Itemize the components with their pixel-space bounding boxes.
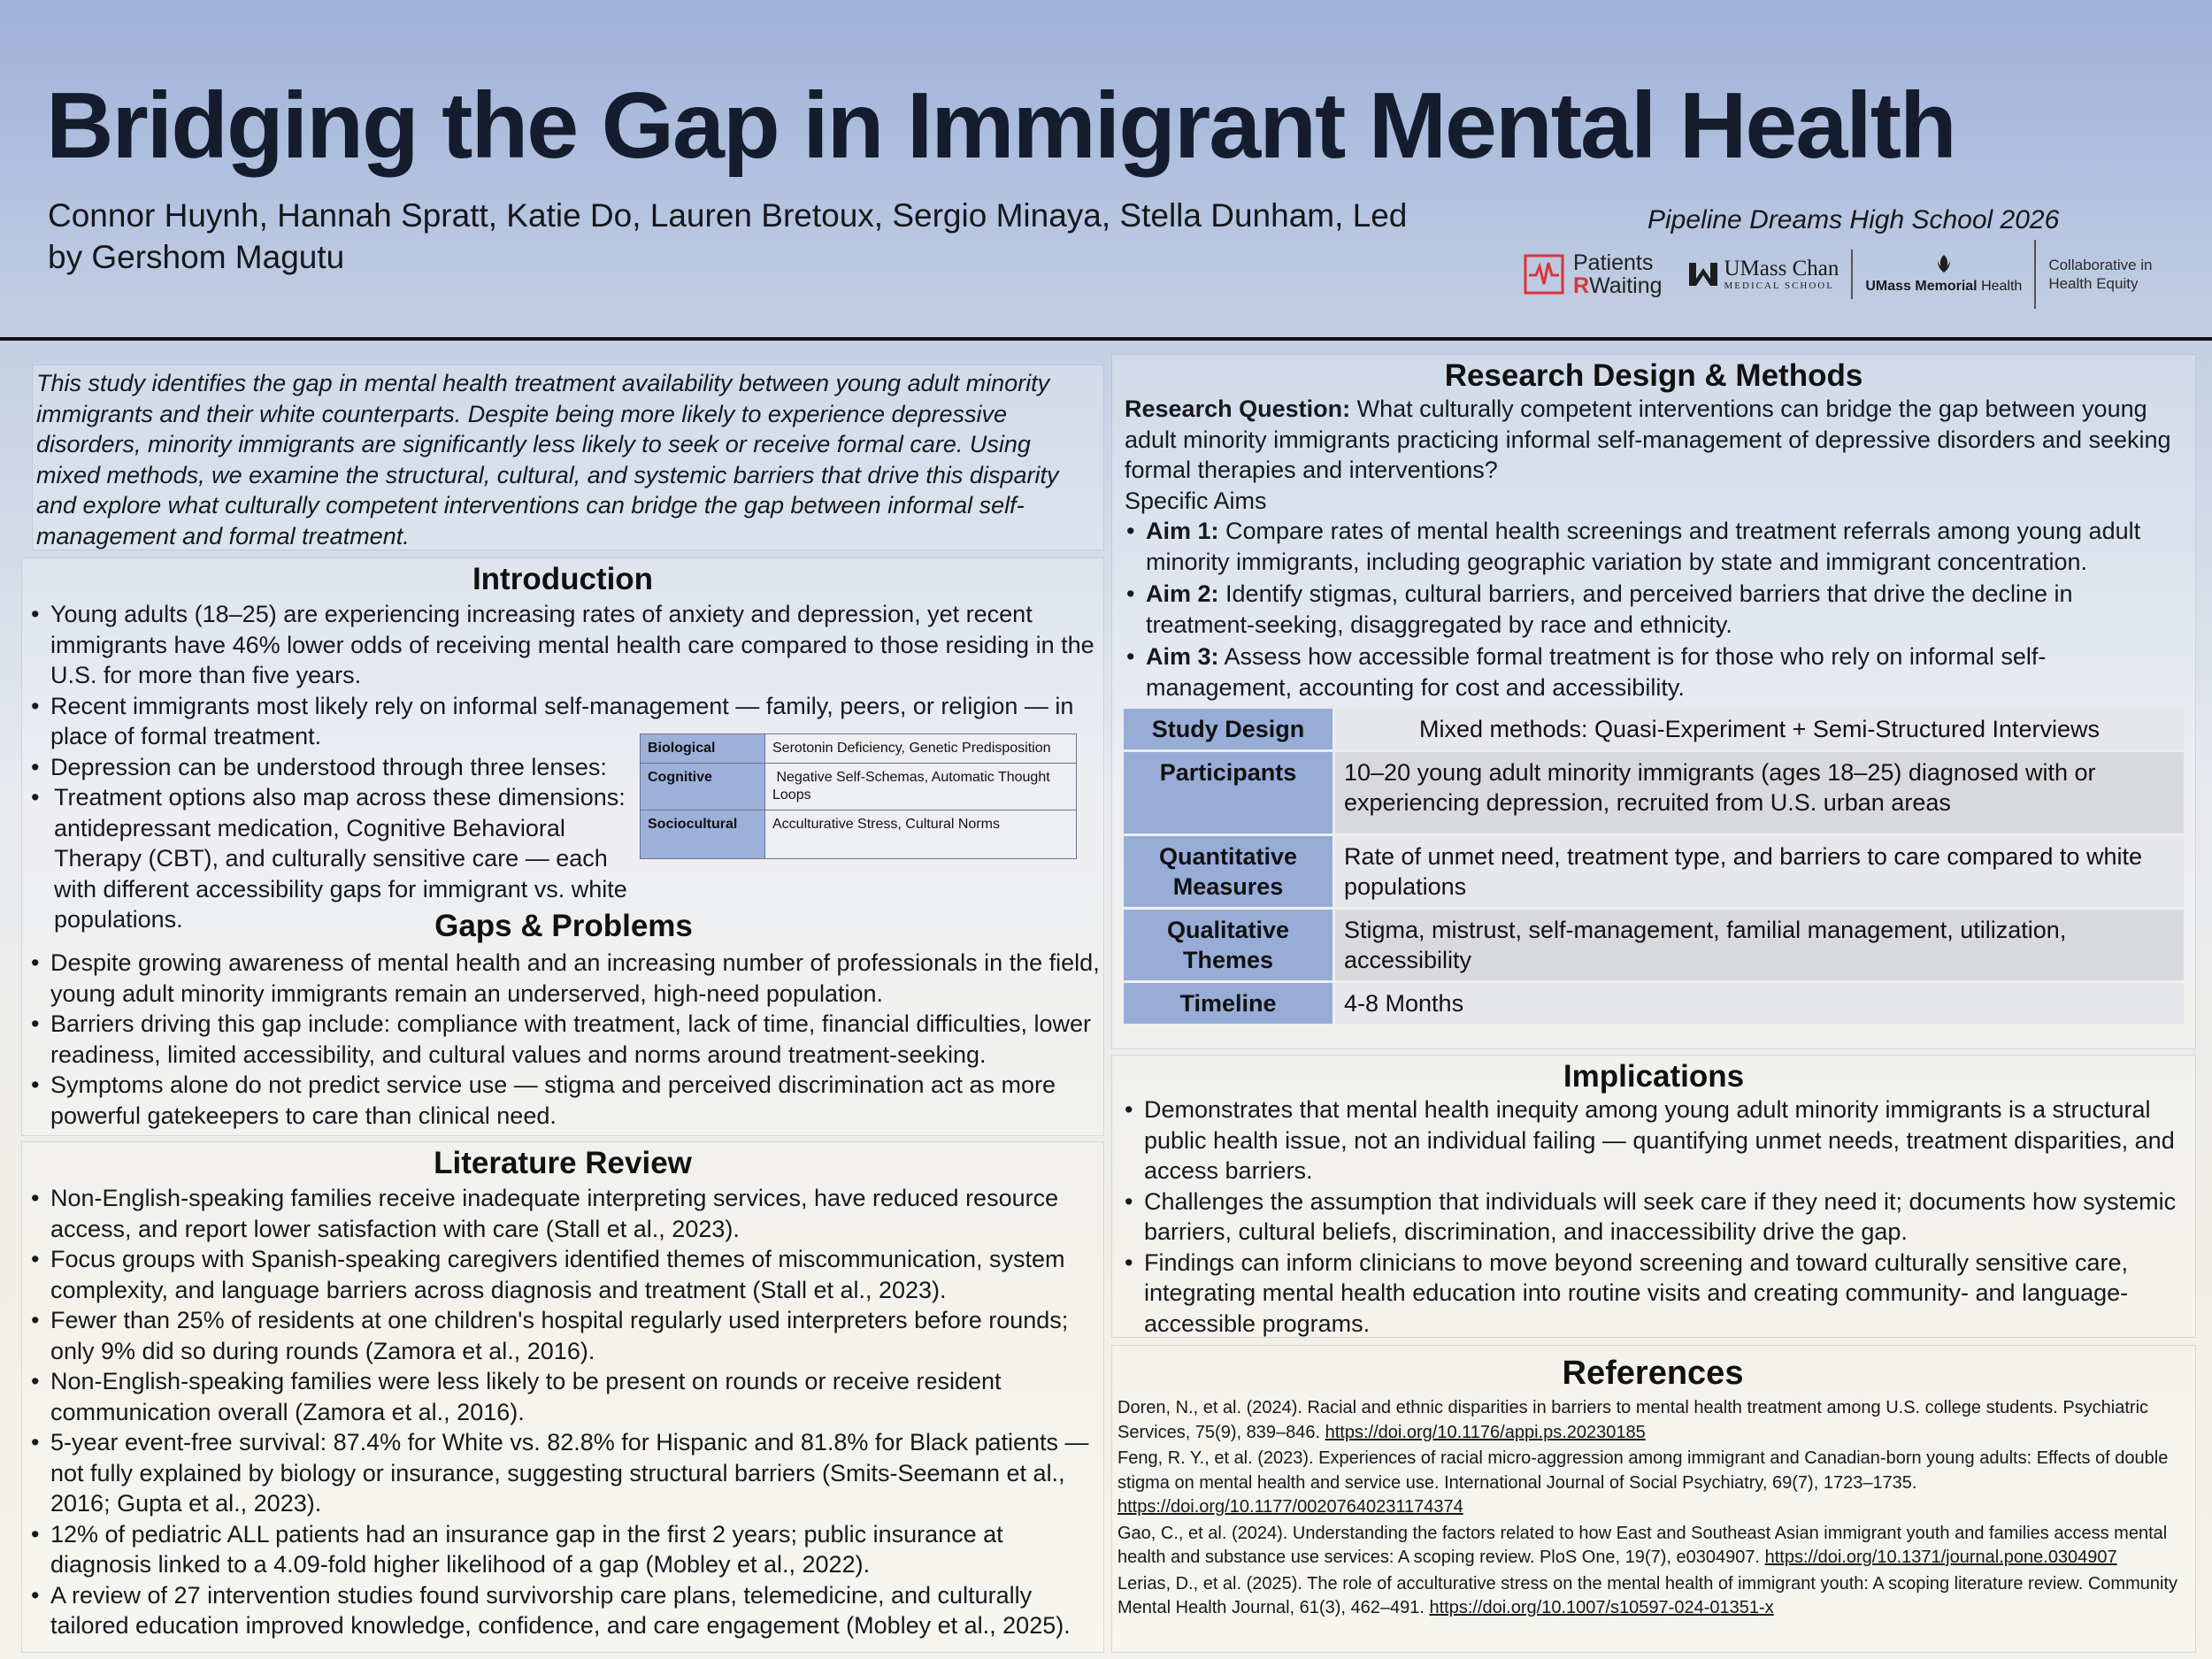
lens-name: Cognitive	[641, 764, 765, 810]
list-item: • Depression can be understood through three lenses:	[29, 752, 652, 783]
logo-divider	[1851, 250, 1853, 299]
list-item: • Non-English-speaking families were less likely to be present on rounds or receive resident communication overall (Zamora et al., 2016).	[29, 1366, 1096, 1427]
reference-link[interactable]: https://doi.org/10.1177/00207640231174374	[1118, 1497, 1463, 1517]
reference-link[interactable]: https://doi.org/10.1176/appi.ps.20230185	[1325, 1422, 1646, 1442]
umass-memorial-logo	[1865, 254, 2022, 295]
introduction-heading: Introduction	[472, 562, 654, 596]
list-item: • Focus groups with Spanish-speaking caregivers identified themes of miscommunication, system complexity, and language barriers across diagnosis and treatment (Stall et al., 2023).	[29, 1244, 1096, 1305]
methods-panel	[1111, 354, 2196, 1049]
list-item: • Barriers driving this gap include: compliance with treatment, lack of time, financial difficulties, lower readiness, limited accessibility, and cultural values and norms around treatment-seeking.	[29, 1009, 1100, 1070]
logo-divider	[2034, 240, 2036, 309]
collab-line2: Health Equity	[2048, 275, 2139, 292]
list-item: • Challenges the assumption that individuals will seek care if they need it; documents how systemic barriers, cultural beliefs, discrimination, and inaccessibility drive the gap.	[1123, 1187, 2185, 1248]
table-row	[1124, 709, 2184, 749]
umass-chan-mark-icon	[1687, 259, 1719, 289]
design-key: Quantitative Measures	[1124, 836, 1333, 907]
list-item: • Despite growing awareness of mental health and an increasing number of professionals in the field, young adult minority immigrants remain an underserved, high-need population.	[29, 948, 1100, 1009]
references-list	[1118, 1396, 2188, 1621]
list-item: • Non-English-speaking families receive inadequate interpreting services, have reduced resource access, and report lower satisfaction with care (Stall et al., 2023).	[29, 1183, 1096, 1244]
umass-memorial-mark-icon	[1934, 254, 1954, 273]
lens-name: Sociocultural	[641, 810, 765, 859]
umass-memorial-name: UMass Memorial	[1865, 279, 1978, 294]
table-row	[1124, 910, 2184, 980]
umass-chan-name: UMass Chan	[1724, 257, 1839, 280]
design-value: Stigma, mistrust, self-management, familial management, utilization, accessibility	[1335, 910, 2184, 980]
literature-heading: Literature Review	[434, 1146, 692, 1180]
list-item: • 12% of pediatric ALL patients had an insurance gap in the first 2 years; public insurance at diagnosis linked to a 4.09-fold higher likelihood of a gap (Mobley et al., 2022).	[29, 1519, 1096, 1580]
design-value: 10–20 young adult minority immigrants (ages 18–25) diagnosed with or experiencing depression, recruited from U.S. urban areas	[1335, 752, 2184, 833]
reference-item	[1118, 1447, 2188, 1520]
table-row	[641, 810, 1077, 859]
patients-logo-r: R	[1573, 273, 1590, 298]
reference-item	[1118, 1572, 2188, 1621]
collab-line1: Collaborative in	[2048, 257, 2153, 273]
design-value: 4-8 Months	[1335, 983, 2184, 1024]
aim-text: Identify stigmas, cultural barriers, and perceived barriers that drive the decline in treatment-seeking, disaggregated by race and ethnicity.	[1146, 580, 2073, 638]
list-item: • Demonstrates that mental health inequity among young adult minority immigrants is a structural public health issue, not an individual failing — quantifying unmet needs, treatment disparities, and access barriers.	[1123, 1094, 2185, 1187]
implications-heading: Implications	[1563, 1059, 1745, 1094]
aim-label: Aim 2:	[1146, 580, 1219, 607]
research-question-label: Research Question:	[1125, 396, 1351, 422]
umass-chan-logo	[1687, 257, 1839, 291]
poster-header	[0, 0, 2212, 339]
design-value: Rate of unmet need, treatment type, and barriers to care compared to white populations	[1335, 836, 2184, 907]
table-row	[1124, 836, 2184, 907]
literature-panel	[21, 1141, 1104, 1653]
aim-item	[1125, 579, 2183, 640]
aim-text: Compare rates of mental health screenings and treatment referrals among young adult minority immigrants, including geographic variation by state and immigrant concentration.	[1146, 518, 2141, 575]
heartbeat-icon	[1524, 254, 1564, 295]
introduction-panel	[21, 557, 1104, 1136]
table-row	[641, 764, 1077, 810]
research-question-text: What culturally competent interventions can bridge the gap between young adult minority immigrants practicing informal self-management of depressive disorders and seeking formal therapies and interventions?	[1125, 396, 2171, 483]
references-heading: References	[1562, 1355, 1744, 1392]
design-key: Qualitative Themes	[1124, 910, 1333, 980]
list-item: • Recent immigrants most likely rely on informal self-management — family, peers, or religion — in place of formal treatment.	[29, 691, 1096, 752]
lens-examples: Negative Self-Schemas, Automatic Thought Loops	[765, 764, 1077, 810]
specific-aims-heading: Specific Aims	[1125, 487, 1267, 514]
study-design-table	[1121, 706, 2186, 1026]
table-row	[1124, 983, 2184, 1024]
poster-title: Bridging the Gap in Immigrant Mental Health	[46, 73, 1955, 178]
gaps-heading: Gaps & Problems	[434, 909, 693, 943]
references-panel	[1111, 1345, 2196, 1653]
aim-label: Aim 1:	[1146, 518, 1219, 544]
table-row	[641, 734, 1077, 764]
abstract-panel	[32, 365, 1104, 550]
list-item: • Treatment options also map across these dimensions: antidepressant medication, Cognitive Behavioral Therapy (CBT), and culturally sensitive care — each with different accessibility gaps for immigrant vs. white populations.	[29, 782, 656, 935]
umass-memorial-rest: Health	[1977, 279, 2023, 294]
aim-text: Assess how accessible formal treatment is for those who rely on informal self-management, accounting for cost and accessibility.	[1146, 643, 2047, 701]
design-key: Participants	[1124, 752, 1333, 833]
event-name: Pipeline Dreams High School 2026	[1647, 205, 2060, 234]
lens-examples: Serotonin Deficiency, Genetic Predisposition	[765, 734, 1077, 764]
implications-panel	[1111, 1055, 2196, 1338]
design-key: Timeline	[1124, 983, 1333, 1024]
abstract-text: This study identifies the gap in mental health treatment availability between young adult minority immigrants and their white counterparts. Despite being more likely to experience depressive disorders, minority immigrants are significantly less likely to seek or receive formal care. Using mixed methods, we examine the structural, cultural, and systemic barriers that drive this disparity and explore what culturally competent interventions can bridge the gap between informal self-management and formal treatment.	[36, 370, 1059, 549]
aim-item	[1125, 516, 2183, 577]
reference-text: Lerias, D., et al. (2025). The role of acculturative stress on the mental health of immigrant youth: A scoping literature review. Community Mental Health Journal, 61(3), 462–491.	[1118, 1573, 2177, 1617]
methods-heading: Research Design & Methods	[1444, 358, 1863, 393]
table-row	[1124, 752, 2184, 833]
collaborative-logo	[2048, 256, 2152, 293]
list-item: • Young adults (18–25) are experiencing increasing rates of anxiety and depression, yet recent immigrants have 46% lower odds of receiving mental health care compared to those residing in the U.S. for more than five years.	[29, 599, 1096, 691]
list-item: • Fewer than 25% of residents at one children's hospital regularly used interpreters before rounds; only 9% did so during rounds (Zamora et al., 2016).	[29, 1305, 1096, 1366]
lens-examples: Acculturative Stress, Cultural Norms	[765, 810, 1077, 859]
header-divider	[0, 337, 2212, 341]
umass-chan-sub: MEDICAL SCHOOL	[1724, 280, 1834, 291]
list-item: • A review of 27 intervention studies found survivorship care plans, telemedicine, and culturally tailored education improved knowledge, confidence, and care engagement (Mobley et al., 2025).	[29, 1580, 1096, 1641]
reference-item	[1118, 1522, 2188, 1571]
reference-text: Doren, N., et al. (2024). Racial and ethnic disparities in barriers to mental health treatment among U.S. college students. Psychiatric Services, 75(9), 839–846.	[1118, 1398, 2149, 1442]
list-item: • Findings can inform clinicians to move beyond screening and toward culturally sensitive care, integrating mental health education into routine visits and creating community- and language-accessible programs.	[1123, 1248, 2185, 1340]
design-value: Mixed methods: Quasi-Experiment + Semi-Structured Interviews	[1335, 709, 2184, 749]
reference-text: Feng, R. Y., et al. (2023). Experiences of racial micro-aggression among immigrant and Canadian-born young adults: Effects of double stigma on mental health and service use. International Journal of Social Psychiatry, 69(7), 1723–1735.	[1118, 1448, 2169, 1493]
aim-label: Aim 3:	[1146, 643, 1219, 670]
patients-logo-line2: Waiting	[1589, 273, 1663, 298]
lenses-table	[640, 733, 1077, 859]
sponsor-logos	[1524, 248, 2153, 301]
reference-text: Gao, C., et al. (2024). Understanding the factors related to how East and Southeast Asian immigrant youth and families access mental health and substance use services: A scoping review. PloS One, 19(7), e0304907.	[1118, 1523, 2168, 1567]
list-item: • 5-year event-free survival: 87.4% for White vs. 82.8% for Hispanic and 81.8% for Black patients — not fully explained by biology or insurance, suggesting structural barriers (Smits-Seemann et al., 2016; Gupta et al., 2023).	[29, 1427, 1096, 1519]
reference-item	[1118, 1396, 2188, 1445]
research-question	[1125, 394, 2183, 486]
aim-item	[1125, 641, 2183, 703]
lens-name: Biological	[641, 734, 765, 764]
patients-logo-line1: Patients	[1573, 250, 1654, 275]
reference-link[interactable]: https://doi.org/10.1371/journal.pone.0304907	[1764, 1548, 2117, 1567]
patients-r-waiting-logo	[1524, 251, 1663, 297]
design-key: Study Design	[1124, 709, 1333, 749]
author-list: Connor Huynh, Hannah Spratt, Katie Do, Lauren Bretoux, Sergio Minaya, Stella Dunham, Led by Gershom Magutu	[48, 197, 1408, 275]
reference-link[interactable]: https://doi.org/10.1007/s10597-024-01351-x	[1429, 1598, 1774, 1617]
list-item: • Symptoms alone do not predict service use — stigma and perceived discrimination act as more powerful gatekeepers to care than clinical need.	[29, 1070, 1100, 1131]
